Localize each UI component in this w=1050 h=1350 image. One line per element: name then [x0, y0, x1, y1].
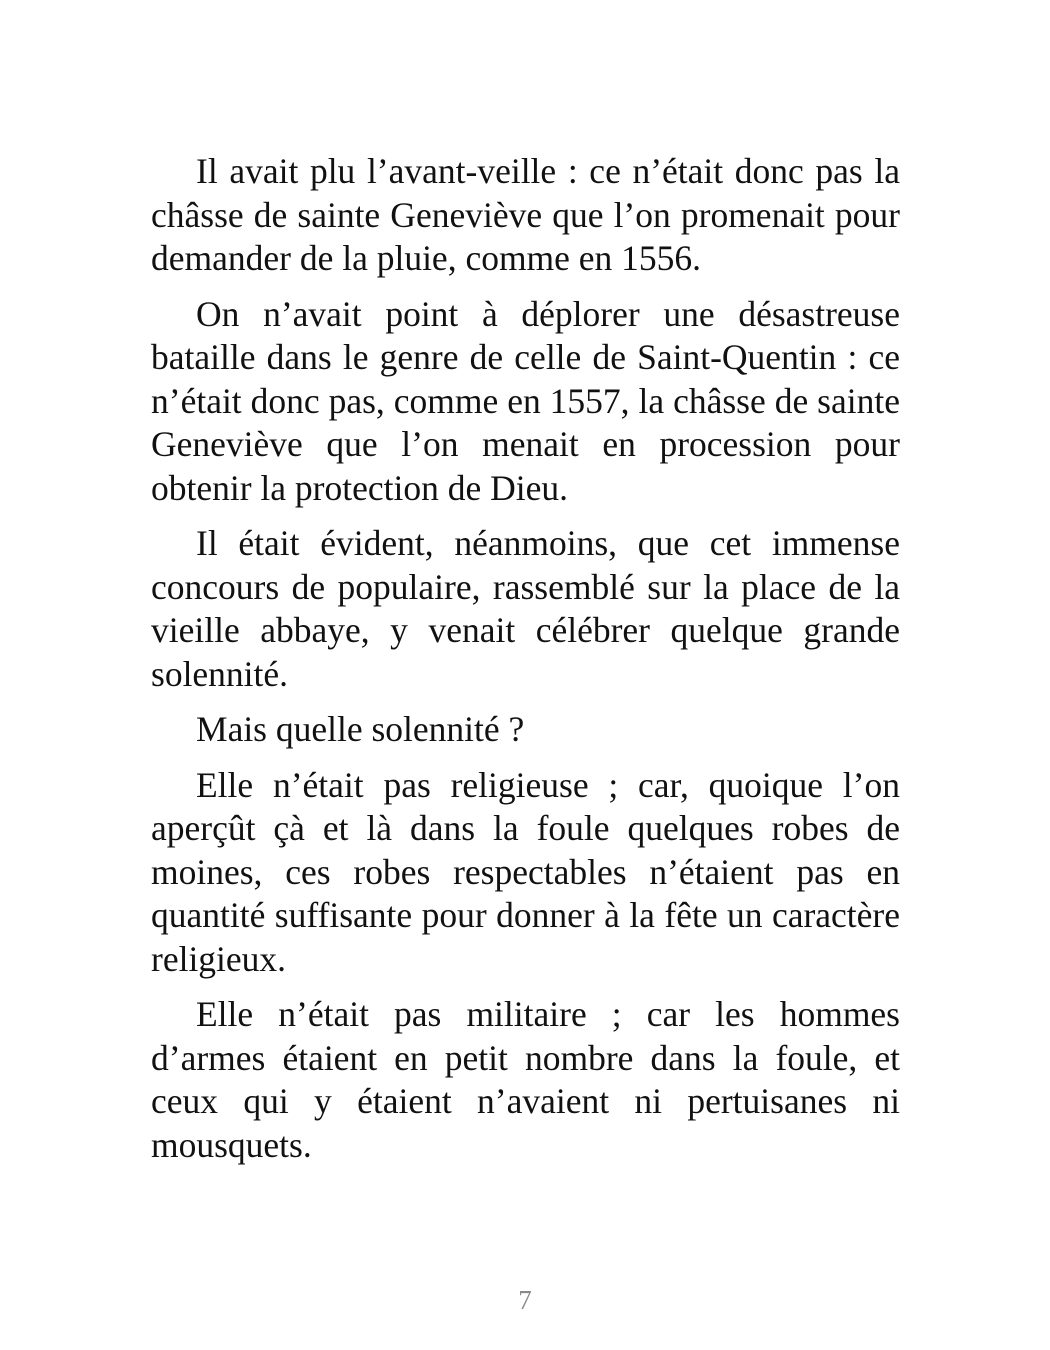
- body-text: [151, 150, 900, 1179]
- page-number: 7: [518, 1285, 532, 1315]
- paragraph-1: Il avait plu l’avant-veille : ce n’était donc pas la châsse de sainte Geneviève que l’on promenait pour demander de la pluie, comme en 1556.: [151, 151, 900, 278]
- paragraph-4: Mais quelle solennité ?: [196, 709, 525, 749]
- paragraph-2: On n’avait point à déplorer une désastreuse bataille dans le genre de celle de Saint-Quentin : ce n’était donc pas, comme en 1557, la châsse de sainte Geneviève que l’on menait en procession pour obtenir la protection de Dieu.: [151, 293, 900, 508]
- paragraph-3: Il était évident, néanmoins, que cet immense concours de populaire, rassemblé sur la place de la vieille abbaye, y venait célébrer quelque grande solennité.: [151, 523, 900, 694]
- paragraph-6: Elle n’était pas militaire ; car les hommes d’armes étaient en petit nombre dans la foule, et ceux qui y étaient n’avaient ni pertuisanes ni mousquets.: [151, 994, 900, 1165]
- paragraph-5: Elle n’était pas religieuse ; car, quoique l’on aperçût çà et là dans la foule quelques robes de moines, ces robes respectables n’étaient pas en quantité suffisante pour donner à la fête un caractère religieux.: [151, 764, 900, 979]
